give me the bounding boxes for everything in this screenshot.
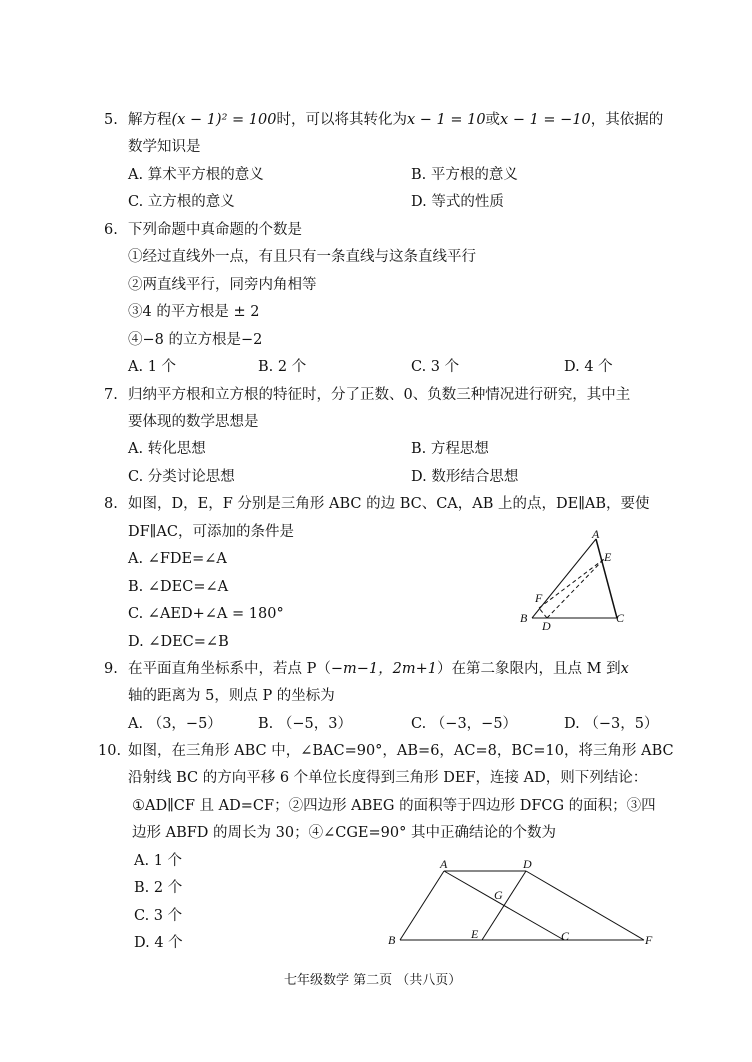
q8-segment-fe bbox=[539, 559, 604, 608]
q5-option-a: A. 算术平方根的意义 bbox=[128, 167, 264, 183]
q10-line3: ①AD∥CF 且 AD=CF；②四边形 ABEG 的面积等于四边形 DFCG 的面积；③四 bbox=[132, 798, 656, 814]
q9-line2: 轴的距离为 5，则点 P 的坐标为 bbox=[128, 688, 335, 704]
q7-line1: 归纳平方根和立方根的特征时，分了正数、0、负数三种情况进行研究，其中主 bbox=[128, 387, 631, 403]
q10-label-a: A bbox=[440, 857, 448, 871]
q7-option-c: C. 分类讨论思想 bbox=[128, 469, 235, 485]
q6-option-d: D. 4 个 bbox=[564, 359, 613, 375]
q6-statement-1: ①经过直线外一点，有且只有一条直线与这条直线平行 bbox=[128, 249, 476, 265]
q8-segment-df bbox=[539, 608, 547, 618]
q5-line1 bbox=[128, 110, 663, 130]
q8-number: 8. bbox=[104, 496, 118, 512]
q8-option-a: A. ∠FDE=∠A bbox=[128, 551, 227, 567]
q5-line1-post: ，其依据的 bbox=[590, 112, 664, 128]
q6-statement-3: ③4 的平方根是 ± 2 bbox=[128, 304, 260, 320]
q10-segment-de bbox=[482, 871, 526, 940]
q5-equation: (x − 1)² = 100 bbox=[171, 112, 277, 128]
q10-option-d: D. 4 个 bbox=[134, 935, 183, 951]
q5-number: 5. bbox=[104, 112, 118, 128]
q5-line2: 数学知识是 bbox=[128, 139, 201, 155]
q10-segment-ab bbox=[400, 871, 444, 940]
q10-label-g: G bbox=[494, 888, 503, 902]
q10-label-b: B bbox=[388, 933, 396, 947]
q6-option-c: C. 3 个 bbox=[411, 359, 460, 375]
q10-option-b: B. 2 个 bbox=[134, 880, 183, 896]
q6-statement-4: ④−8 的立方根是−2 bbox=[128, 332, 263, 348]
q5-line1-mid: 时，可以将其转化为 bbox=[276, 112, 407, 128]
q10-translation-figure bbox=[380, 853, 660, 953]
q5-option-d: D. 等式的性质 bbox=[411, 194, 504, 210]
q7-option-a: A. 转化思想 bbox=[128, 441, 206, 457]
q5-option-b: B. 平方根的意义 bbox=[411, 167, 518, 183]
q9-option-d: D. （−3，5） bbox=[564, 716, 659, 732]
q10-number: 10. bbox=[98, 743, 122, 759]
q7-line2: 要体现的数学思想是 bbox=[128, 414, 259, 430]
q9-option-c: C. （−3，−5） bbox=[411, 716, 518, 732]
q8-label-b: B bbox=[520, 611, 528, 625]
q9-x-variable: x bbox=[620, 661, 629, 677]
q10-label-c: C bbox=[561, 929, 570, 943]
q8-option-d: D. ∠DEC=∠B bbox=[128, 634, 229, 650]
q6-number: 6. bbox=[104, 222, 118, 238]
q7-option-b: B. 方程思想 bbox=[411, 441, 489, 457]
q10-line2: 沿射线 BC 的方向平移 6 个单位长度得到三角形 DEF，连接 AD，则下列结论： bbox=[128, 770, 648, 786]
q9-option-b: B. （−5，3） bbox=[258, 716, 352, 732]
q8-label-e: E bbox=[604, 550, 612, 564]
q5-line1-pre: 解方程 bbox=[128, 112, 172, 128]
q8-triangle-figure bbox=[510, 525, 650, 635]
q6-option-b: B. 2 个 bbox=[258, 359, 307, 375]
q10-segment-df bbox=[526, 871, 644, 940]
q10-label-e: E bbox=[471, 927, 479, 941]
q9-line1-pre: 在平面直角坐标系中，若点 P（ bbox=[128, 661, 331, 677]
q8-label-c: C bbox=[616, 611, 625, 625]
q10-label-d: D bbox=[523, 857, 532, 871]
q10-line4: 边形 ABFD 的周长为 30；④∠CGE=90° 其中正确结论的个数为 bbox=[132, 825, 556, 841]
q8-option-c: C. ∠AED+∠A = 180° bbox=[128, 606, 284, 622]
q9-number: 9. bbox=[104, 661, 118, 677]
q8-line2: DF∥AC，可添加的条件是 bbox=[128, 524, 294, 540]
q10-label-f: F bbox=[645, 933, 653, 947]
q8-label-a: A bbox=[592, 527, 600, 541]
q10-option-a: A. 1 个 bbox=[134, 853, 183, 869]
q5-eq1: x − 1 = 10 bbox=[406, 112, 486, 128]
q6-stem: 下列命题中真命题的个数是 bbox=[128, 222, 302, 238]
q5-eq2: x − 1 = −10 bbox=[500, 112, 591, 128]
q9-line1-mid: ）在第二象限内，且点 M 到 bbox=[437, 661, 621, 677]
q6-statement-2: ②两直线平行，同旁内角相等 bbox=[128, 277, 317, 293]
q9-line1 bbox=[128, 659, 629, 679]
page-footer: 七年级数学 第二页 （共八页） bbox=[284, 973, 462, 988]
q8-label-d: D bbox=[542, 619, 551, 633]
q9-option-a: A. （3，−5） bbox=[128, 716, 222, 732]
q8-line1: 如图，D，E，F 分别是三角形 ABC 的边 BC、CA，AB 上的点，DE∥AB，要使 bbox=[128, 496, 650, 512]
q10-option-c: C. 3 个 bbox=[134, 908, 183, 924]
q7-number: 7. bbox=[104, 387, 118, 403]
q6-option-a: A. 1 个 bbox=[128, 359, 177, 375]
q8-option-b: B. ∠DEC=∠A bbox=[128, 579, 229, 595]
q5-or: 或 bbox=[485, 112, 501, 128]
q10-line1: 如图，在三角形 ABC 中，∠BAC=90°，AB=6，AC=8，BC=10，将三角形 ABC bbox=[128, 743, 674, 759]
q5-option-c: C. 立方根的意义 bbox=[128, 194, 235, 210]
q9-coordinates: −m−1，2m+1 bbox=[330, 661, 437, 677]
q8-label-f: F bbox=[535, 591, 543, 605]
q7-option-d: D. 数形结合思想 bbox=[411, 469, 519, 485]
